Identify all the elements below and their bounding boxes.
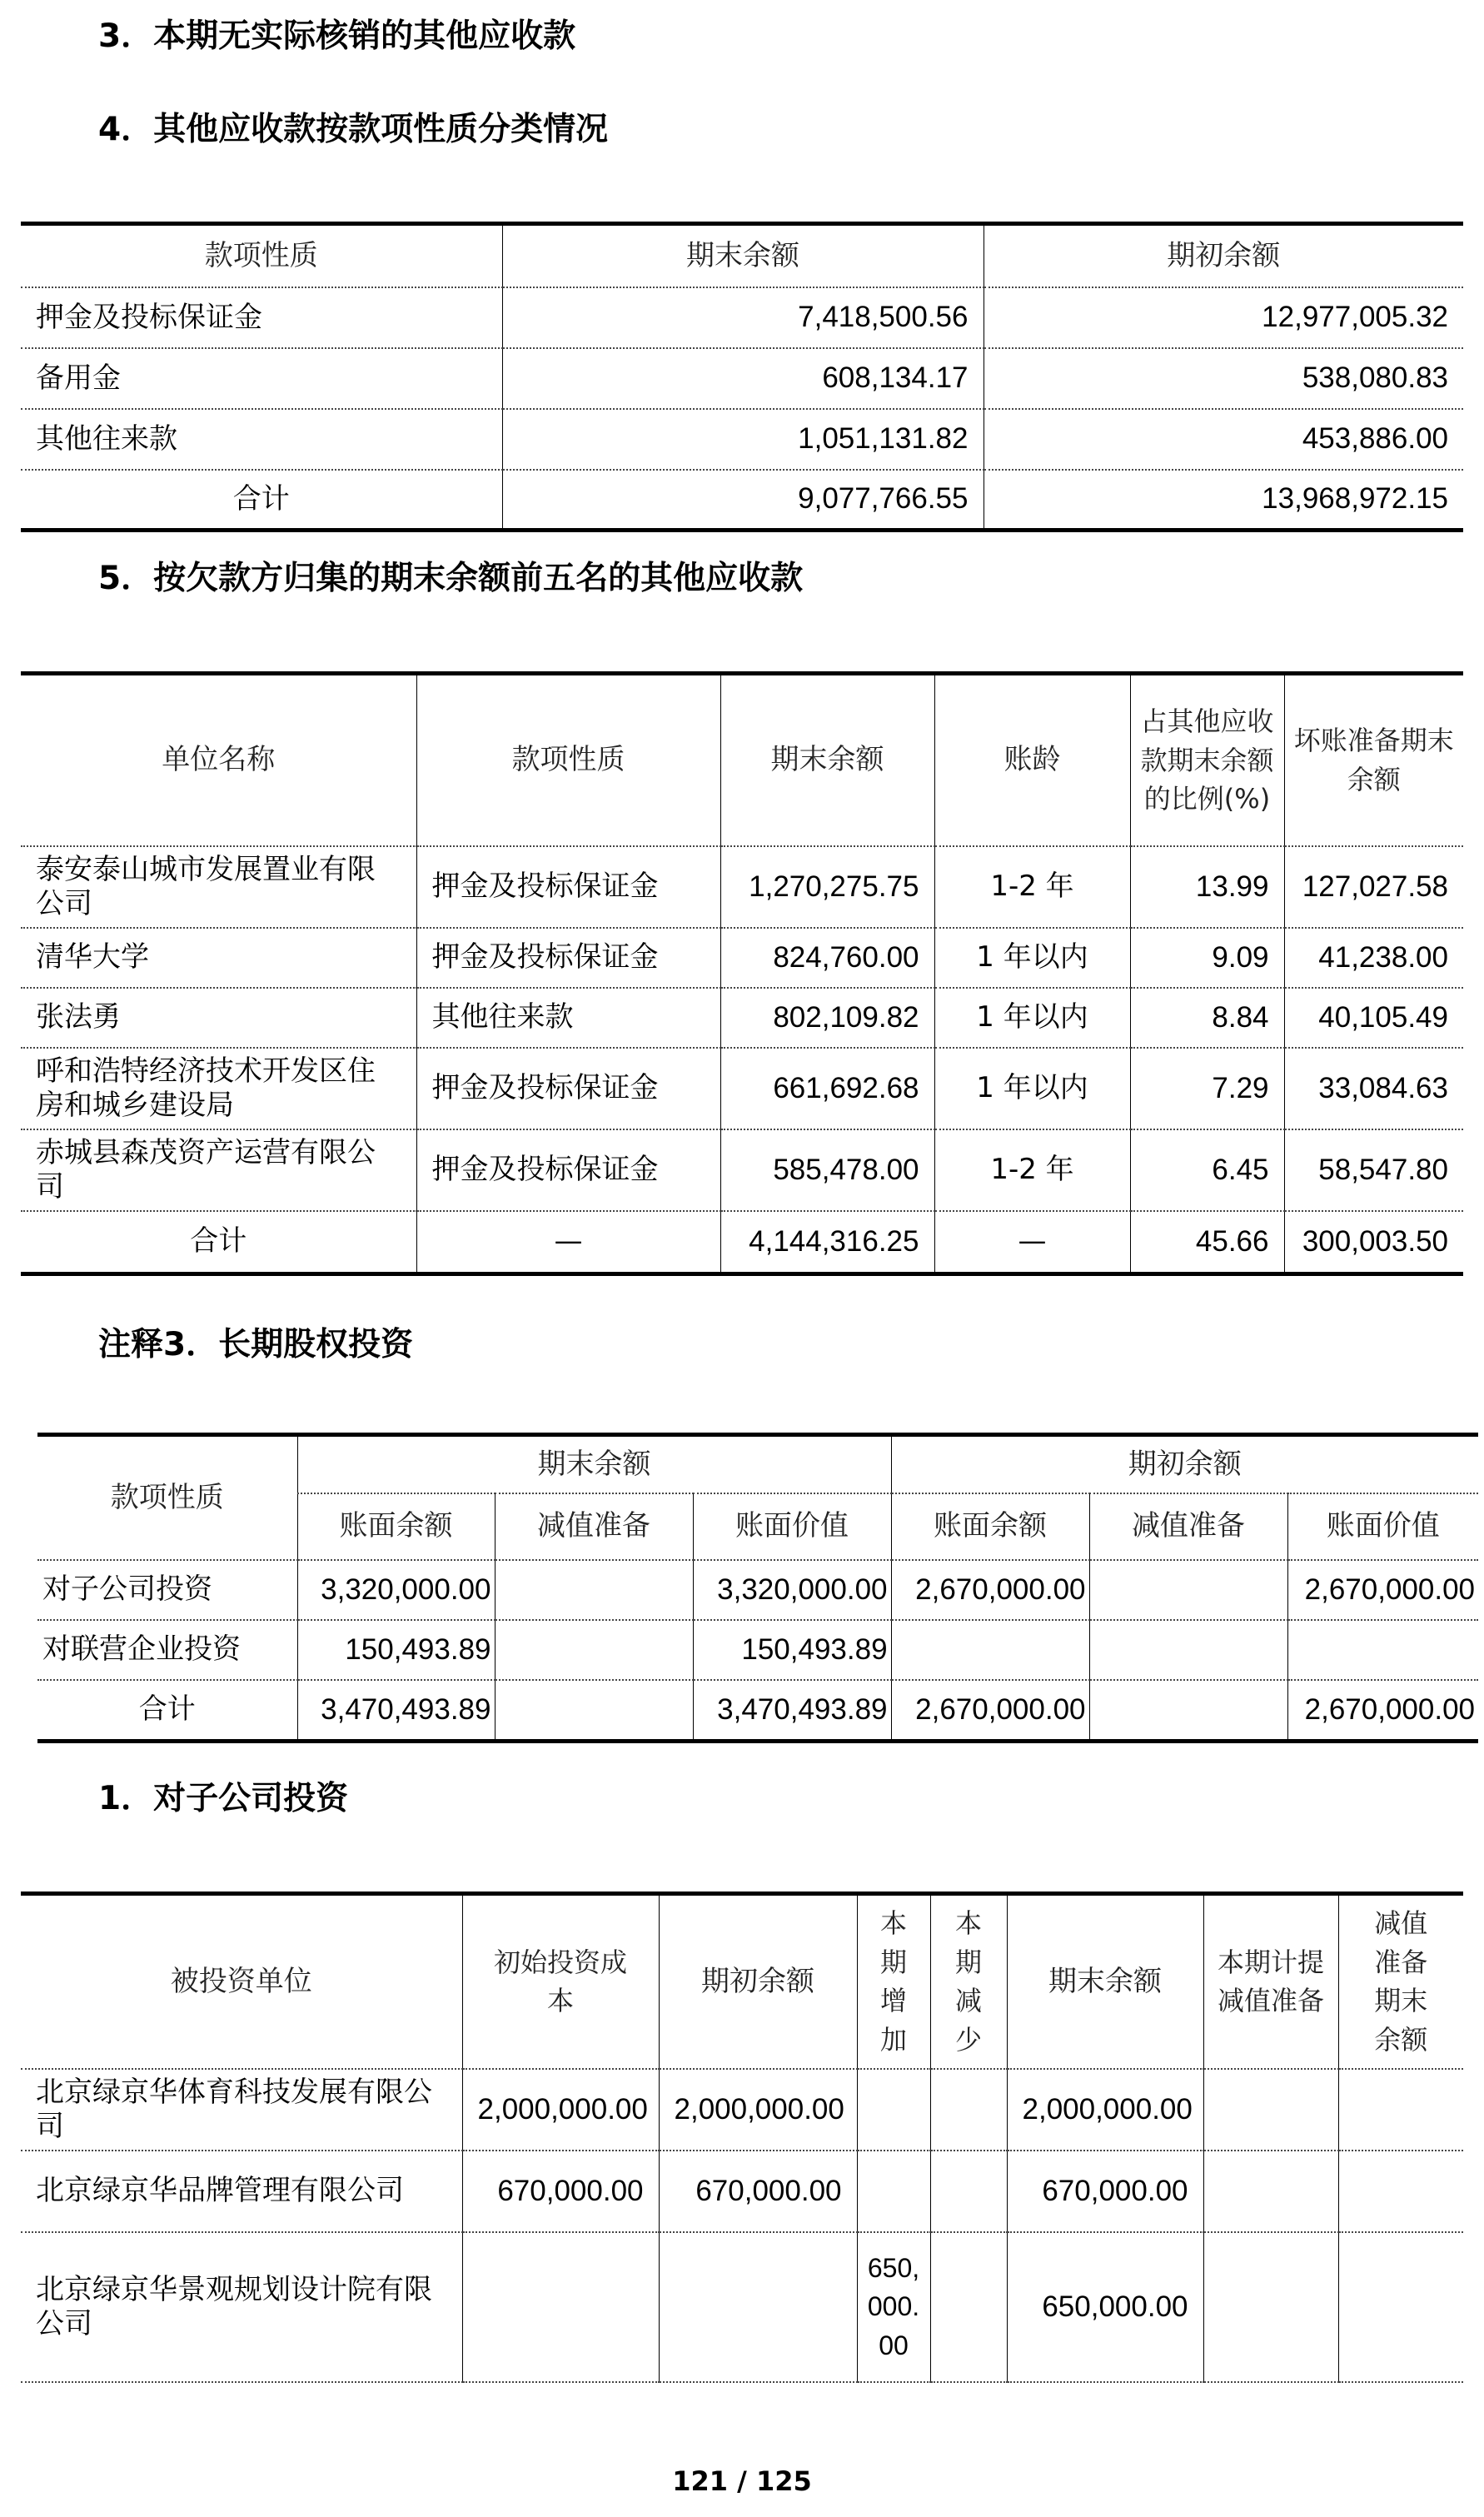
table-header: 减值准备期末余额	[1338, 1894, 1463, 2069]
table-row	[21, 846, 1463, 928]
cell	[1089, 1680, 1287, 1742]
cell: 清华大学	[21, 928, 416, 988]
cell: 张法勇	[21, 988, 416, 1048]
cell: 押金及投标保证金	[416, 846, 720, 928]
long-term-equity-investment-table	[37, 1433, 1478, 1743]
cell: 2,000,000.00	[462, 2069, 659, 2151]
cell: 670,000.00	[659, 2151, 857, 2232]
cell: 押金及投标保证金	[416, 928, 720, 988]
cell	[1089, 1620, 1287, 1680]
table-row	[21, 928, 1463, 988]
table-row	[21, 2232, 1463, 2382]
cell	[1338, 2069, 1463, 2151]
cell	[1203, 2232, 1338, 2382]
total-row	[21, 470, 1463, 531]
table-subheader: 减值准备	[495, 1493, 693, 1560]
cell	[930, 2069, 1007, 2151]
cell: 608,134.17	[502, 348, 984, 409]
cell: 6.45	[1130, 1129, 1284, 1211]
table-row	[21, 988, 1463, 1048]
cell: —	[416, 1211, 720, 1274]
cell: 4,144,316.25	[720, 1211, 934, 1274]
cell	[1203, 2069, 1338, 2151]
table-header: 期末余额	[502, 224, 984, 287]
cell: 650,000.00	[1007, 2232, 1203, 2382]
table-header: 款项性质	[416, 674, 720, 846]
table-header: 期末余额	[1007, 1894, 1203, 2069]
cell	[1203, 2151, 1338, 2232]
cell: 2,000,000.00	[659, 2069, 857, 2151]
table-row	[21, 1129, 1463, 1211]
table-subheader: 账面余额	[891, 1493, 1089, 1560]
cell: 670,000.00	[462, 2151, 659, 2232]
cell: 661,692.68	[720, 1048, 934, 1129]
cell	[1338, 2151, 1463, 2232]
cell: 9,077,766.55	[502, 470, 984, 531]
cell: 2,000,000.00	[1007, 2069, 1203, 2151]
cell	[857, 2151, 930, 2232]
cell: 押金及投标保证金	[21, 287, 502, 348]
cell: 1-2 年	[934, 846, 1130, 928]
cell: 对子公司投资	[37, 1560, 297, 1620]
top-five-debtors-table	[21, 671, 1463, 1276]
cell: 2,670,000.00	[891, 1680, 1089, 1742]
cell: 3,470,493.89	[297, 1680, 495, 1742]
cell: 合计	[21, 1211, 416, 1274]
cell: 对联营企业投资	[37, 1620, 297, 1680]
table-header: 占其他应收款期末余额的比例(%)	[1130, 674, 1284, 846]
table-header: 期初余额	[659, 1894, 857, 2069]
cell: 其他往来款	[416, 988, 720, 1048]
cell: 650,000.00	[857, 2232, 930, 2382]
table-header: 坏账准备期末余额	[1284, 674, 1463, 846]
cell: 北京绿京华体育科技发展有限公司	[21, 2069, 462, 2151]
table-row	[37, 1560, 1478, 1620]
table-row	[21, 1048, 1463, 1129]
cell: 802,109.82	[720, 988, 934, 1048]
cell: 13.99	[1130, 846, 1284, 928]
cell	[495, 1680, 693, 1742]
cell: 7.29	[1130, 1048, 1284, 1129]
cell: 40,105.49	[1284, 988, 1463, 1048]
cell: 泰安泰山城市发展置业有限公司	[21, 846, 416, 928]
cell	[495, 1560, 693, 1620]
cell: 合计	[37, 1680, 297, 1742]
cell	[1338, 2232, 1463, 2382]
cell: 1 年以内	[934, 1048, 1130, 1129]
cell: 2,670,000.00	[891, 1560, 1089, 1620]
table-row	[21, 409, 1463, 470]
cell: —	[934, 1211, 1130, 1274]
cell	[891, 1620, 1089, 1680]
cell: 北京绿京华景观规划设计院有限公司	[21, 2232, 462, 2382]
table-header: 本期减少	[930, 1894, 1007, 2069]
cell: 3,320,000.00	[297, 1560, 495, 1620]
table-row	[37, 1620, 1478, 1680]
heading-3: 3．本期无实际核销的其他应收款	[98, 17, 576, 55]
table-header: 期初余额	[891, 1435, 1478, 1493]
cell: 45.66	[1130, 1211, 1284, 1274]
table-header: 初始投资成本	[462, 1894, 659, 2069]
cell: 1 年以内	[934, 928, 1130, 988]
cell: 127,027.58	[1284, 846, 1463, 928]
cell: 538,080.83	[984, 348, 1463, 409]
cell: 备用金	[21, 348, 502, 409]
cell: 585,478.00	[720, 1129, 934, 1211]
cell	[495, 1620, 693, 1680]
table-subheader: 账面价值	[1287, 1493, 1478, 1560]
table-header: 期末余额	[720, 674, 934, 846]
subsidiary-investment-table	[21, 1891, 1463, 2383]
cell: 北京绿京华品牌管理有限公司	[21, 2151, 462, 2232]
cell: 7,418,500.56	[502, 287, 984, 348]
cell: 赤城县森茂资产运营有限公司	[21, 1129, 416, 1211]
table-subheader: 账面余额	[297, 1493, 495, 1560]
cell: 9.09	[1130, 928, 1284, 988]
cell: 2,670,000.00	[1287, 1680, 1478, 1742]
cell: 150,493.89	[297, 1620, 495, 1680]
cell: 1,051,131.82	[502, 409, 984, 470]
cell	[1287, 1620, 1478, 1680]
table-header: 期末余额	[297, 1435, 891, 1493]
cell	[659, 2232, 857, 2382]
table-row	[21, 348, 1463, 409]
cell: 300,003.50	[1284, 1211, 1463, 1274]
table-subheader: 减值准备	[1089, 1493, 1287, 1560]
cell: 合计	[21, 470, 502, 531]
cell: 押金及投标保证金	[416, 1129, 720, 1211]
cell	[462, 2232, 659, 2382]
cell: 12,977,005.32	[984, 287, 1463, 348]
cell: 670,000.00	[1007, 2151, 1203, 2232]
cell: 33,084.63	[1284, 1048, 1463, 1129]
cell: 2,670,000.00	[1287, 1560, 1478, 1620]
cell: 824,760.00	[720, 928, 934, 988]
cell	[930, 2232, 1007, 2382]
page-number: 121 / 125	[672, 2465, 812, 2497]
note3-heading: 注释3．长期股权投资	[98, 1326, 414, 1363]
subsidiary-investment-heading: 1．对子公司投资	[98, 1780, 349, 1817]
other-receivables-by-nature-table	[21, 222, 1463, 532]
table-header: 期初余额	[984, 224, 1463, 287]
cell: 41,238.00	[1284, 928, 1463, 988]
table-row	[21, 287, 1463, 348]
cell: 453,886.00	[984, 409, 1463, 470]
table-header: 账龄	[934, 674, 1130, 846]
cell	[857, 2069, 930, 2151]
cell: 1-2 年	[934, 1129, 1130, 1211]
table-header: 款项性质	[37, 1435, 297, 1560]
total-row	[37, 1680, 1478, 1742]
cell: 押金及投标保证金	[416, 1048, 720, 1129]
table-row	[21, 2151, 1463, 2232]
cell: 3,320,000.00	[693, 1560, 891, 1620]
cell: 13,968,972.15	[984, 470, 1463, 531]
cell: 150,493.89	[693, 1620, 891, 1680]
cell: 其他往来款	[21, 409, 502, 470]
cell: 呼和浩特经济技术开发区住房和城乡建设局	[21, 1048, 416, 1129]
table-header: 被投资单位	[21, 1894, 462, 2069]
cell: 8.84	[1130, 988, 1284, 1048]
table-header: 本期计提减值准备	[1203, 1894, 1338, 2069]
cell: 1,270,275.75	[720, 846, 934, 928]
table-subheader: 账面价值	[693, 1493, 891, 1560]
table-header: 单位名称	[21, 674, 416, 846]
cell: 3,470,493.89	[693, 1680, 891, 1742]
cell: 1 年以内	[934, 988, 1130, 1048]
table-header: 款项性质	[21, 224, 502, 287]
cell	[1089, 1560, 1287, 1620]
cell	[930, 2151, 1007, 2232]
cell: 58,547.80	[1284, 1129, 1463, 1211]
heading-5: 5．按欠款方归集的期末余额前五名的其他应收款	[98, 560, 804, 597]
total-row	[21, 1211, 1463, 1274]
table-header: 本期增加	[857, 1894, 930, 2069]
heading-4: 4．其他应收款按款项性质分类情况	[98, 111, 609, 148]
table-row	[21, 2069, 1463, 2151]
